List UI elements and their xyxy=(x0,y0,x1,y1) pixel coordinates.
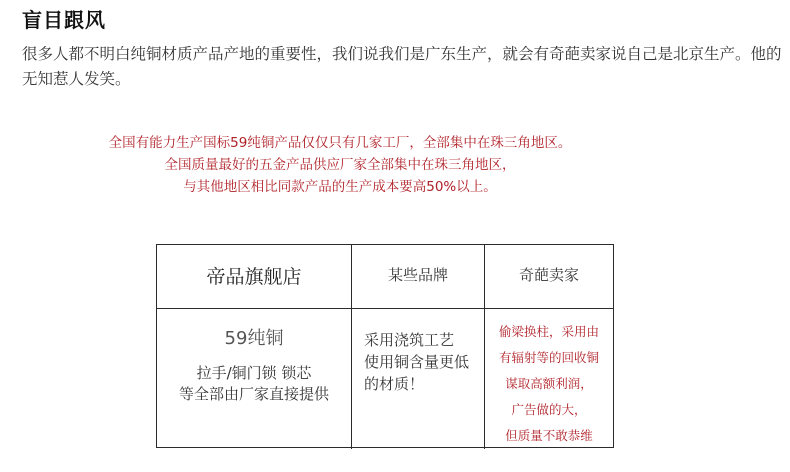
section-heading: 盲目跟风 xyxy=(22,8,106,32)
cell-some-brands xyxy=(352,309,485,449)
highlight-line: 与其他地区相比同款产品的生产成本要高50%以上。 xyxy=(183,179,497,195)
header-some-brands: 某些品牌 xyxy=(352,245,485,308)
cell-odd-sellers xyxy=(485,309,613,449)
cell-line: 有辐射等的回收铜 xyxy=(498,350,599,365)
intro-paragraph: 很多人都不明白纯铜材质产品产地的重要性，我们说我们是广东生产，就会有奇葩卖家说自己是北京生产。他的无知惹人发笑。 xyxy=(22,45,782,88)
cell-title: 59纯铜 xyxy=(224,328,284,349)
table-body-row xyxy=(157,309,613,449)
cell-line: 但质量不敢恭维 xyxy=(505,428,593,443)
comparison-table xyxy=(156,244,614,448)
cell-line: 等全部由厂家直接提供 xyxy=(178,385,329,403)
cell-line: 采用浇筑工艺 xyxy=(364,331,455,349)
highlight-line: 全国有能力生产国标59纯铜产品仅仅只有几家工厂，全部集中在珠三角地区。 xyxy=(108,135,572,151)
highlight-block xyxy=(0,132,680,198)
cell-flagship-store xyxy=(157,309,352,449)
header-flagship-store: 帝品旗舰店 xyxy=(157,245,352,308)
cell-line: 使用铜含量更低 xyxy=(364,353,470,371)
table-header-row xyxy=(157,245,613,309)
highlight-line: 全国质量最好的五金产品供应厂家全部集中在珠三角地区， xyxy=(164,157,516,173)
cell-line: 的材质！ xyxy=(364,375,425,393)
cell-line: 偷梁换柱，采用由 xyxy=(498,324,599,339)
header-odd-sellers: 奇葩卖家 xyxy=(518,266,579,284)
cell-line: 谋取高额利润， xyxy=(505,376,593,391)
cell-line: 广告做的大， xyxy=(511,402,587,417)
cell-line: 拉手/铜门锁 锁芯 xyxy=(196,364,312,382)
